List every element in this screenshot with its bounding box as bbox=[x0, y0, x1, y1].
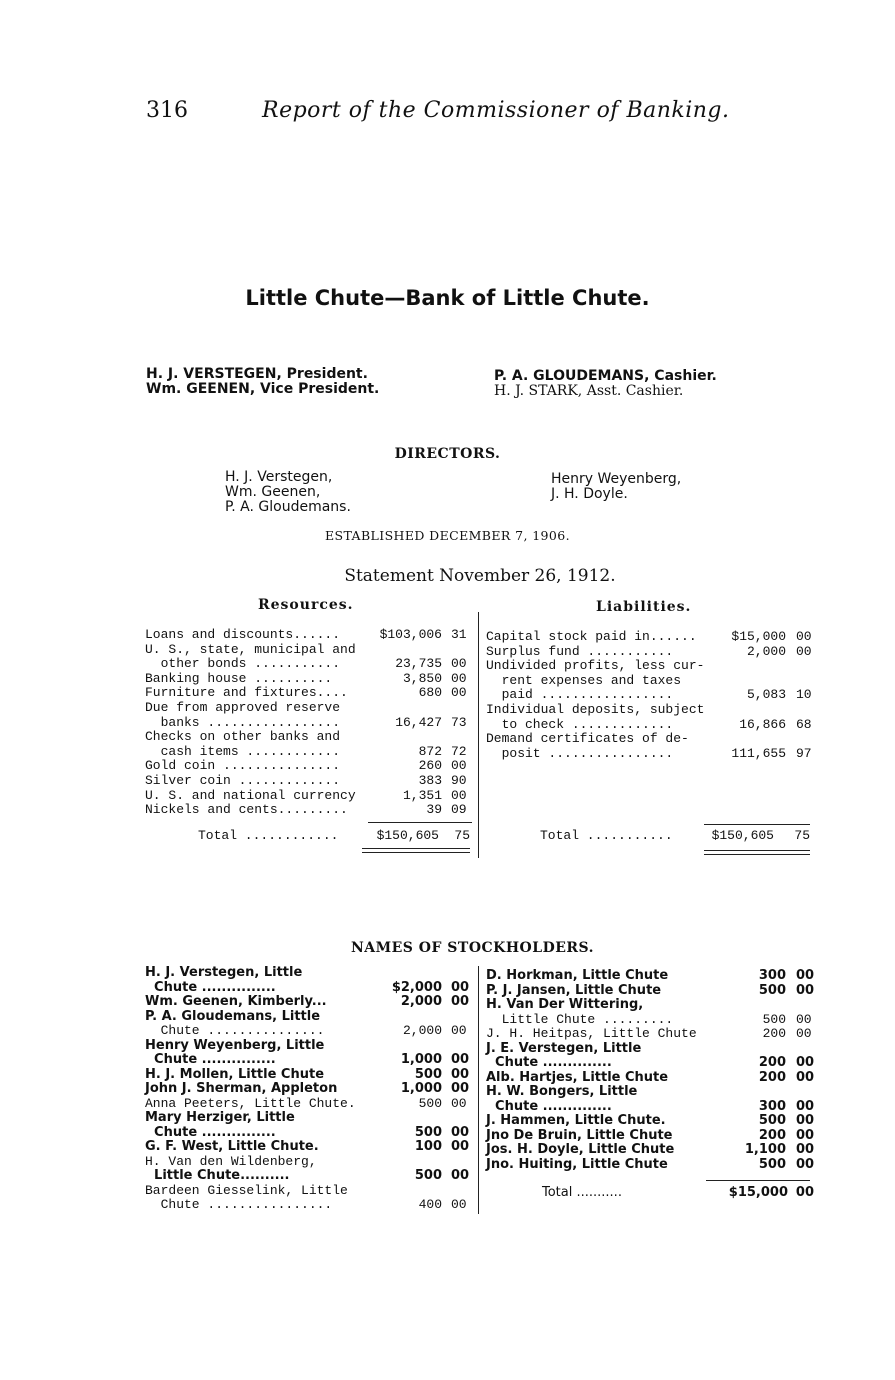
stockholder-right-label: Alb. Hartjes, Little Chute bbox=[486, 1069, 669, 1085]
stockholder-right-cents: 00 bbox=[796, 1098, 815, 1114]
stockholders-total-dollars: $15,000 bbox=[728, 1185, 788, 1200]
stockholder-right-row bbox=[486, 1143, 846, 1157]
resources-line-dollars: 16,427 bbox=[395, 714, 442, 730]
director-left-3: P. A. Gloudemans. bbox=[225, 499, 351, 515]
stockholder-left-cents: 00 bbox=[451, 1139, 470, 1154]
stockholder-left-row bbox=[145, 1184, 505, 1198]
stockholder-left-dollars: 500 bbox=[418, 1095, 442, 1111]
resources-line-row bbox=[145, 759, 505, 773]
stockholder-left-label: Anna Peeters, Little Chute. bbox=[145, 1095, 356, 1111]
stockholder-right-cents: 00 bbox=[796, 1142, 815, 1157]
resources-total-cents: 75 bbox=[454, 828, 470, 843]
resources-line-cents: 90 bbox=[451, 773, 467, 788]
resources-line-row bbox=[145, 628, 505, 642]
stockholder-right-row bbox=[486, 1013, 846, 1027]
resources-line-cents: 00 bbox=[451, 685, 467, 701]
officer-asst-cashier: H. J. STARK, Asst. Cashier. bbox=[494, 383, 684, 399]
stockholder-left-dollars: 2,000 bbox=[402, 1023, 442, 1038]
stockholder-left-label: H. Van den Wildenberg, bbox=[145, 1153, 317, 1169]
resources-total-dollars: $150,605 bbox=[376, 828, 439, 843]
resources-line-row bbox=[145, 701, 505, 715]
stockholder-right-dollars: 500 bbox=[758, 982, 786, 998]
stockholder-right-dollars: 300 bbox=[758, 1098, 786, 1114]
resources-total-rule bbox=[368, 822, 472, 823]
resources-line-row bbox=[145, 686, 505, 700]
running-title: Report of the Commissioner of Banking. bbox=[262, 98, 730, 123]
stockholder-right-row bbox=[486, 1042, 846, 1056]
liabilities-line-cents: 97 bbox=[796, 745, 812, 761]
stockholder-left-cents: 00 bbox=[451, 1197, 467, 1212]
stockholder-left-row bbox=[145, 1053, 505, 1067]
liabilities-line-row bbox=[486, 659, 846, 673]
stockholder-right-dollars: 300 bbox=[758, 968, 786, 983]
resources-double-rule bbox=[362, 848, 470, 853]
stockholder-left-label: Bardeen Giesselink, Little bbox=[145, 1182, 348, 1198]
stockholder-left-dollars: 400 bbox=[418, 1197, 442, 1212]
resources-line-label: Banking house .......... bbox=[145, 670, 333, 686]
liabilities-line-cents: 68 bbox=[796, 716, 812, 732]
liabilities-line-row bbox=[486, 747, 846, 761]
resources-line-dollars: 383 bbox=[418, 773, 442, 788]
stockholder-left-row bbox=[145, 1198, 505, 1212]
resources-line-label: Due from approved reserve bbox=[145, 700, 341, 715]
stockholder-right-row bbox=[486, 1158, 846, 1172]
officer-vice-president: Wm. GEENEN, Vice President. bbox=[146, 381, 380, 397]
stockholder-right-row bbox=[486, 1071, 846, 1085]
liabilities-line-label: Demand certificates of de- bbox=[486, 731, 689, 747]
liabilities-total-label: Total ........... bbox=[540, 828, 673, 843]
stockholder-left-row bbox=[145, 1126, 505, 1140]
stockholder-right-cents: 00 bbox=[796, 1026, 812, 1041]
stockholder-right-label: J. H. Heitpas, Little Chute bbox=[486, 1026, 697, 1041]
resources-line-dollars: 1,351 bbox=[402, 787, 442, 803]
stockholder-right-row bbox=[486, 969, 846, 983]
liabilities-line-row bbox=[486, 732, 846, 746]
liabilities-line-row bbox=[486, 718, 846, 732]
director-right-2: J. H. Doyle. bbox=[551, 486, 628, 502]
stockholder-right-dollars: 200 bbox=[762, 1026, 786, 1041]
stockholder-right-row bbox=[486, 984, 846, 998]
liabilities-line-label: Undivided profits, less cur- bbox=[486, 658, 705, 674]
stockholder-left-row bbox=[145, 1024, 505, 1038]
stockholder-right-cents: 00 bbox=[796, 982, 815, 998]
stockholder-left-dollars: 500 bbox=[414, 1066, 442, 1082]
stockholder-right-dollars: 200 bbox=[758, 1055, 786, 1070]
resources-line-cents: 00 bbox=[451, 656, 467, 672]
officer-cashier: P. A. GLOUDEMANS, Cashier. bbox=[494, 368, 717, 384]
stockholder-right-row bbox=[486, 998, 846, 1012]
stockholder-left-dollars: 1,000 bbox=[400, 1052, 442, 1067]
resources-line-dollars: 260 bbox=[418, 758, 442, 774]
stockholder-left-label: Chute ............... bbox=[145, 1052, 276, 1067]
stockholder-left-label: Henry Weyenberg, Little bbox=[145, 1037, 325, 1053]
stockholder-right-label: Jos. H. Doyle, Little Chute bbox=[486, 1142, 675, 1157]
director-left-2: Wm. Geenen, bbox=[225, 484, 321, 500]
directors-title: DIRECTORS. bbox=[394, 446, 501, 462]
resources-line-label: Furniture and fixtures.... bbox=[145, 685, 348, 701]
stockholder-left-cents: 00 bbox=[451, 1066, 470, 1082]
stockholder-right-row bbox=[486, 1085, 846, 1099]
stockholders-title: NAMES OF STOCKHOLDERS. bbox=[350, 940, 595, 956]
stockholder-left-cents: 00 bbox=[451, 994, 470, 1009]
liabilities-heading: Liabilities. bbox=[596, 599, 692, 615]
resources-line-row bbox=[145, 803, 505, 817]
resources-line-label: U. S., state, municipal and bbox=[145, 641, 356, 657]
liabilities-line-dollars: 16,866 bbox=[739, 716, 786, 732]
stockholder-right-cents: 00 bbox=[796, 1055, 815, 1070]
liabilities-line-dollars: 2,000 bbox=[746, 643, 786, 659]
stockholder-left-label: John J. Sherman, Appleton bbox=[145, 1081, 338, 1096]
resources-line-label: Loans and discounts...... bbox=[145, 627, 341, 642]
liabilities-line-dollars: 111,655 bbox=[731, 745, 786, 761]
resources-total-row bbox=[198, 829, 474, 843]
liabilities-line-cents: 10 bbox=[796, 687, 812, 703]
stockholder-left-cents: 00 bbox=[451, 979, 470, 995]
liabilities-line-label: paid ................. bbox=[486, 687, 674, 703]
liabilities-total-dollars: $150,605 bbox=[711, 828, 774, 843]
stockholder-right-label: H. W. Bongers, Little bbox=[486, 1084, 638, 1099]
resources-line-cents: 00 bbox=[451, 670, 467, 686]
director-right-1: Henry Weyenberg, bbox=[551, 471, 682, 487]
stockholder-right-dollars: 200 bbox=[758, 1127, 786, 1143]
stockholder-left-label: G. F. West, Little Chute. bbox=[145, 1139, 319, 1154]
liabilities-line-row bbox=[486, 630, 846, 644]
stockholder-left-row bbox=[145, 1155, 505, 1169]
stockholder-left-row bbox=[145, 1039, 505, 1053]
director-left-1: H. J. Verstegen, bbox=[225, 469, 333, 485]
stockholder-right-label: Jno. Huiting, Little Chute bbox=[486, 1156, 668, 1172]
resources-line-dollars: 872 bbox=[418, 743, 442, 759]
stockholder-left-dollars: 1,000 bbox=[400, 1081, 442, 1096]
stockholder-right-dollars: 500 bbox=[758, 1156, 786, 1172]
resources-line-dollars: 3,850 bbox=[402, 670, 442, 686]
stockholder-right-dollars: 500 bbox=[762, 1011, 786, 1027]
officer-president: H. J. VERSTEGEN, President. bbox=[146, 366, 368, 382]
established-date: ESTABLISHED DECEMBER 7, 1906. bbox=[325, 528, 570, 543]
stockholder-right-label: Chute .............. bbox=[486, 1098, 612, 1114]
resources-line-label: cash items ............ bbox=[145, 743, 341, 759]
stockholder-right-dollars: 200 bbox=[758, 1069, 786, 1085]
resources-line-row bbox=[145, 716, 505, 730]
resources-line-label: banks ................. bbox=[145, 714, 341, 730]
stockholder-left-row bbox=[145, 1140, 505, 1154]
liabilities-line-label: posit ................ bbox=[486, 745, 674, 761]
liabilities-line-label: Surplus fund ........... bbox=[486, 643, 674, 659]
liabilities-line-cents: 00 bbox=[796, 643, 812, 659]
stockholder-left-dollars: 500 bbox=[414, 1124, 442, 1140]
stockholder-left-label: H. J. Mollen, Little Chute bbox=[145, 1066, 325, 1082]
stockholder-left-row bbox=[145, 1169, 505, 1183]
resources-line-cents: 09 bbox=[451, 802, 467, 818]
stockholder-left-cents: 00 bbox=[451, 1023, 467, 1038]
resources-line-row bbox=[145, 672, 505, 686]
liabilities-total-row bbox=[540, 829, 820, 843]
stockholder-left-dollars: $2,000 bbox=[391, 979, 442, 995]
stockholder-left-cents: 00 bbox=[451, 1124, 470, 1140]
stockholder-right-row bbox=[486, 1027, 846, 1041]
liabilities-total-cents: 75 bbox=[794, 828, 810, 843]
resources-line-label: Checks on other banks and bbox=[145, 729, 341, 745]
stockholder-right-label: J. Hammen, Little Chute. bbox=[486, 1113, 666, 1128]
stockholder-left-dollars: 500 bbox=[414, 1168, 442, 1183]
liabilities-total-rule bbox=[704, 824, 810, 825]
stockholder-left-row bbox=[145, 1010, 505, 1024]
liabilities-line-row bbox=[486, 703, 846, 717]
stockholder-right-label: J. E. Verstegen, Little bbox=[486, 1040, 642, 1056]
page-number: 316 bbox=[146, 98, 188, 123]
stockholder-right-cents: 00 bbox=[796, 1113, 815, 1128]
stockholder-right-dollars: 1,100 bbox=[744, 1142, 786, 1157]
resources-line-dollars: 23,735 bbox=[395, 656, 442, 672]
stockholder-left-label: H. J. Verstegen, Little bbox=[145, 965, 303, 980]
stockholder-left-label: Wm. Geenen, Kimberly... bbox=[145, 994, 327, 1009]
statement-title: Statement November 26, 1912. bbox=[344, 566, 616, 586]
resources-line-cents: 00 bbox=[451, 787, 467, 803]
resources-line-label: Silver coin ............. bbox=[145, 773, 341, 788]
stockholder-right-label: D. Horkman, Little Chute bbox=[486, 968, 669, 983]
stockholder-right-dollars: 500 bbox=[758, 1113, 786, 1128]
resources-line-dollars: $103,006 bbox=[379, 627, 442, 642]
stockholder-left-label: Chute ............... bbox=[145, 1023, 325, 1038]
stockholder-left-row bbox=[145, 1082, 505, 1096]
stockholders-total-row bbox=[542, 1186, 822, 1200]
resources-line-label: Nickels and cents......... bbox=[145, 802, 348, 818]
resources-line-row bbox=[145, 789, 505, 803]
resources-line-cents: 73 bbox=[451, 714, 467, 730]
resources-line-cents: 00 bbox=[451, 758, 467, 774]
stockholder-left-cents: 00 bbox=[451, 1081, 470, 1096]
resources-line-dollars: 680 bbox=[418, 685, 442, 701]
stockholder-left-label: Chute ............... bbox=[145, 979, 276, 995]
resources-line-dollars: 39 bbox=[426, 802, 442, 818]
stockholder-right-label: H. Van Der Wittering, bbox=[486, 997, 644, 1012]
liabilities-line-row bbox=[486, 645, 846, 659]
resources-line-cents: 31 bbox=[451, 627, 467, 642]
stockholder-left-dollars: 2,000 bbox=[400, 994, 442, 1009]
stockholder-left-label: Chute ............... bbox=[145, 1124, 276, 1140]
resources-line-row bbox=[145, 774, 505, 788]
stockholder-right-cents: 00 bbox=[796, 1069, 815, 1085]
bank-title: Little Chute—Bank of Little Chute. bbox=[245, 286, 650, 310]
stockholder-left-label: Chute ................ bbox=[145, 1197, 333, 1212]
resources-line-label: Gold coin ............... bbox=[145, 758, 341, 774]
resources-line-cents: 72 bbox=[451, 743, 467, 759]
stockholder-left-cents: 00 bbox=[451, 1168, 470, 1183]
resources-line-row bbox=[145, 730, 505, 744]
liabilities-double-rule bbox=[704, 850, 810, 855]
stockholder-left-dollars: 100 bbox=[414, 1139, 442, 1154]
liabilities-line-cents: 00 bbox=[796, 629, 812, 644]
resources-line-row bbox=[145, 643, 505, 657]
stockholder-left-label: P. A. Gloudemans, Little bbox=[145, 1008, 321, 1024]
stockholder-right-label: P. J. Jansen, Little Chute bbox=[486, 982, 662, 998]
stockholders-total-rule bbox=[706, 1180, 810, 1181]
resources-line-label: U. S. and national currency bbox=[145, 787, 356, 803]
stockholder-right-cents: 00 bbox=[796, 1156, 815, 1172]
liabilities-line-label: Individual deposits, subject bbox=[486, 702, 705, 717]
stockholder-right-label: Chute .............. bbox=[486, 1055, 612, 1070]
stockholder-right-row bbox=[486, 1100, 846, 1114]
liabilities-line-row bbox=[486, 674, 846, 688]
liabilities-line-label: to check ............. bbox=[486, 716, 674, 732]
stockholder-left-row bbox=[145, 1097, 505, 1111]
stockholder-left-row bbox=[145, 981, 505, 995]
liabilities-line-label: Capital stock paid in...... bbox=[486, 629, 697, 644]
stockholder-left-cents: 00 bbox=[451, 1095, 467, 1111]
liabilities-line-label: rent expenses and taxes bbox=[486, 672, 682, 688]
stockholder-left-row bbox=[145, 966, 505, 980]
stockholder-right-row bbox=[486, 1056, 846, 1070]
stockholder-left-label: Little Chute.......... bbox=[145, 1168, 290, 1183]
resources-heading: Resources. bbox=[258, 597, 354, 613]
stockholder-left-cents: 00 bbox=[451, 1052, 470, 1067]
stockholder-left-row bbox=[145, 1068, 505, 1082]
stockholder-left-row bbox=[145, 995, 505, 1009]
stockholder-right-cents: 00 bbox=[796, 1011, 812, 1027]
stockholder-right-row bbox=[486, 1114, 846, 1128]
liabilities-line-dollars: $15,000 bbox=[731, 629, 786, 644]
stockholder-right-row bbox=[486, 1129, 846, 1143]
liabilities-line-dollars: 5,083 bbox=[746, 687, 786, 703]
resources-line-row bbox=[145, 657, 505, 671]
stockholder-right-cents: 00 bbox=[796, 1127, 815, 1143]
stockholder-right-cents: 00 bbox=[796, 968, 815, 983]
stockholders-total-cents: 00 bbox=[795, 1185, 814, 1200]
stockholder-left-row bbox=[145, 1111, 505, 1125]
liabilities-line-row bbox=[486, 688, 846, 702]
resources-total-label: Total ............ bbox=[198, 828, 339, 843]
stockholder-right-label: Little Chute ......... bbox=[486, 1011, 674, 1027]
resources-line-label: other bonds ........... bbox=[145, 656, 341, 672]
stockholder-left-label: Mary Herziger, Little bbox=[145, 1110, 295, 1125]
stockholder-right-label: Jno De Bruin, Little Chute bbox=[486, 1127, 673, 1143]
resources-line-row bbox=[145, 745, 505, 759]
stockholders-total-label: Total ........... bbox=[542, 1185, 622, 1200]
